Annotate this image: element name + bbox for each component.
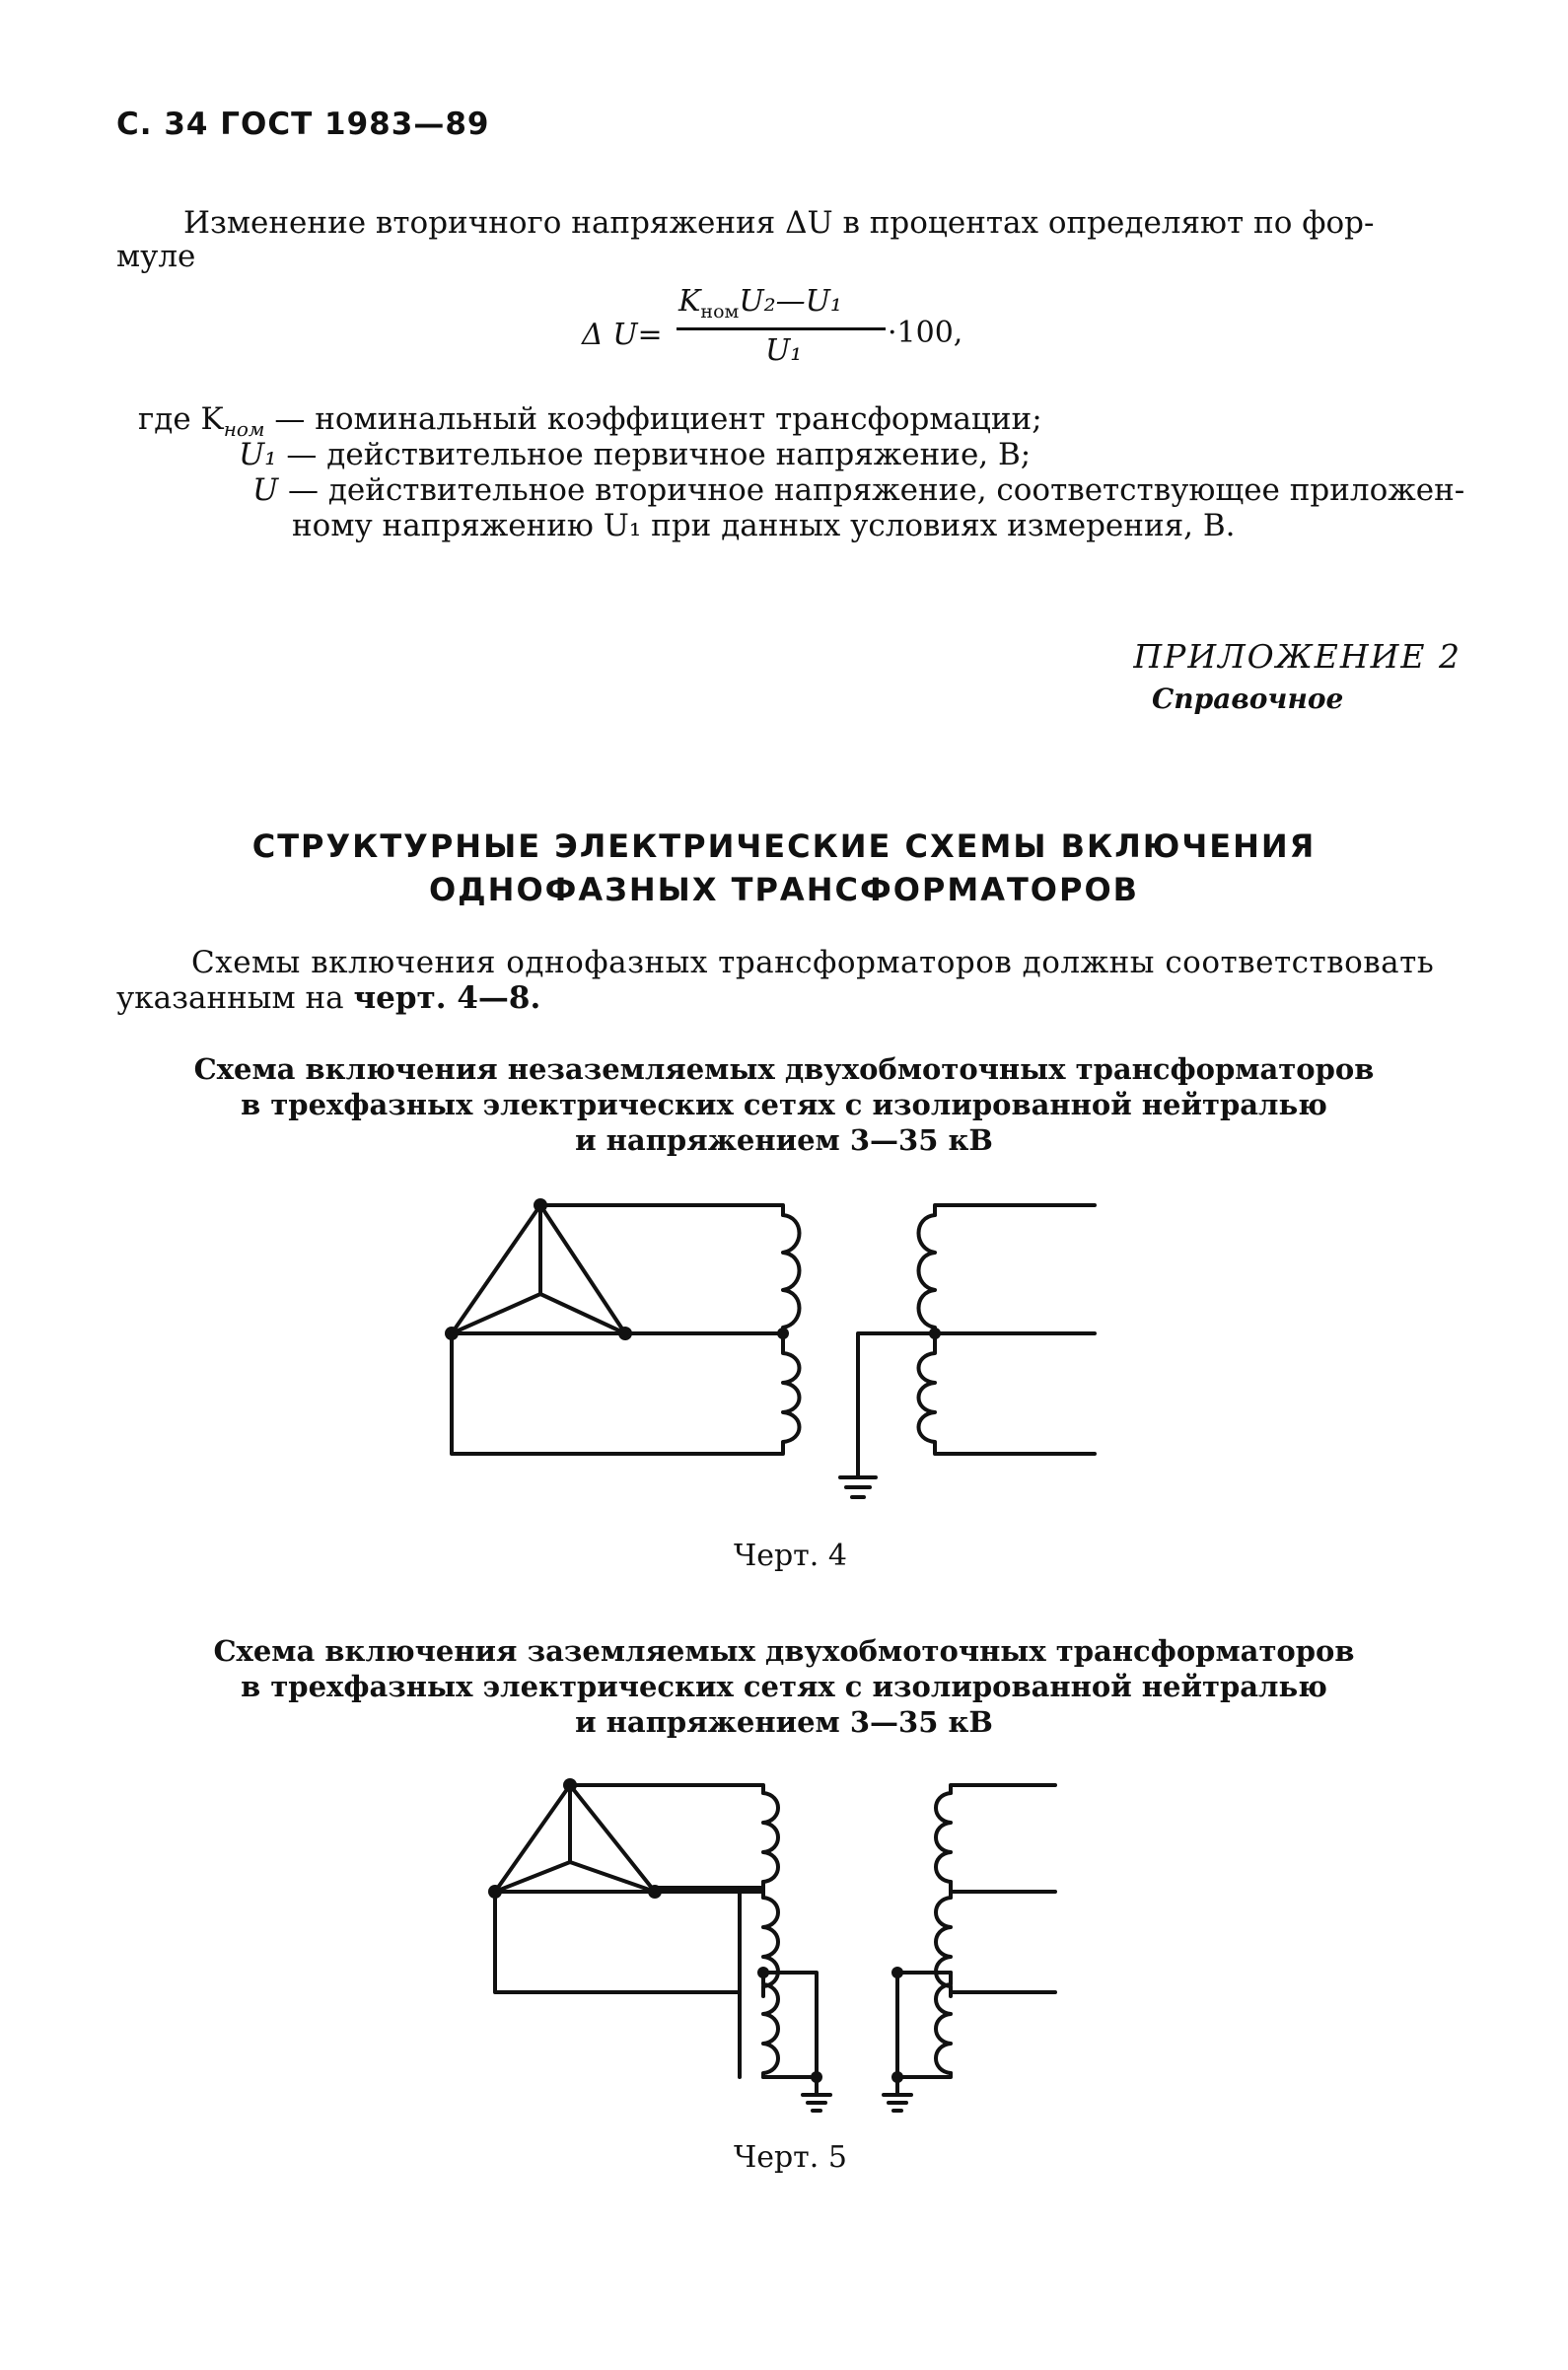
formula-denominator: U₁ <box>765 333 803 368</box>
legend-item-3-text: — действительное вторичное напряжение, соответствующее приложен- <box>278 472 1465 508</box>
intro-line-1: Изменение вторичного напряжения ΔU в процентах определяют по фор- <box>183 205 1375 241</box>
fig5-diagram <box>0 1756 1568 2130</box>
fig5-wire-top <box>570 1785 763 1793</box>
fig5-primary-coil-2 <box>763 1898 778 1996</box>
legend-item-2-sym: U₁ <box>239 437 277 472</box>
fig4-caption-1: Схема включения незаземляемых двухобмоточных трансформаторов <box>193 1052 1375 1086</box>
fig4-sec-wire-top <box>935 1205 1095 1215</box>
fig4-caption-2: в трехфазных электрических сетях с изолированной нейтралью <box>241 1088 1327 1121</box>
page-header: С. 34 ГОСТ 1983—89 <box>116 107 490 142</box>
section-text-ref: черт. 4—8. <box>353 980 541 1016</box>
legend-item-3-cont: ному напряжению U₁ при данных условиях измерения, В. <box>292 508 1236 543</box>
legend-item-1-sub: ном <box>223 417 265 442</box>
fig4-star-legs <box>452 1294 625 1333</box>
fig5-secondary-coil-1 <box>936 1793 951 1882</box>
appendix-title: ПРИЛОЖЕНИЕ 2 <box>1133 637 1461 676</box>
fig5-star-legs <box>495 1862 655 1892</box>
fig4-label: Черт. 4 <box>734 1539 847 1573</box>
fig5-sec-wire-1 <box>951 1882 1055 1892</box>
fraction-bar <box>677 327 886 330</box>
fig5-caption-1: Схема включения заземляемых двухобмоточных трансформаторов <box>213 1634 1355 1668</box>
fig5-caption-2: в трехфазных электрических сетях с изолированной нейтралью <box>241 1670 1327 1703</box>
fig5-wire-b <box>655 1888 740 2077</box>
legend-item-1-sym: где K <box>138 401 224 437</box>
fig4-sec-wire-bottom <box>935 1444 1095 1454</box>
fig4-primary-coil-2 <box>783 1333 800 1444</box>
legend-item-1-text: — номинальный коэффициент трансформации; <box>264 401 1042 437</box>
section-text-line-2a: указанным на <box>116 980 354 1016</box>
fig5-sec-wire-bottom <box>897 2073 951 2077</box>
section-text-line-1: Схемы включения однофазных трансформаторов должны соответствовать <box>191 945 1435 980</box>
appendix-subtitle: Справочное <box>1152 682 1344 715</box>
fig4-primary-coil-1 <box>783 1215 800 1333</box>
fig4-caption-3: и напряжением 3—35 кВ <box>575 1123 993 1157</box>
fig5-caption-3: и напряжением 3—35 кВ <box>575 1705 993 1739</box>
formula-k-sub: ном <box>700 301 740 323</box>
legend-item-3 <box>252 471 1464 509</box>
fig5-node-secondary-mid <box>891 1967 903 1978</box>
fig4-wire-loop <box>452 1333 783 1454</box>
legend-item-3-sym: U <box>252 472 279 508</box>
fig4-wire-top <box>540 1205 783 1215</box>
legend-item-2-text: — действительное первичное напряжение, В; <box>276 437 1032 472</box>
fig5-label: Черт. 5 <box>734 2140 847 2175</box>
section-title-line-2: ОДНОФАЗНЫХ ТРАНСФОРМАТОРОВ <box>428 871 1140 908</box>
fig5-delta-triangle <box>495 1785 655 1892</box>
fig4-secondary-coil-2 <box>919 1333 936 1444</box>
fig4-sec-wire-mid <box>858 1333 1095 1477</box>
intro-line-2: муле <box>116 239 196 274</box>
formula-factor: ·100, <box>888 316 963 350</box>
fig5-primary-coil-3 <box>763 1973 778 2077</box>
formula-k: K <box>678 284 701 319</box>
formula <box>582 284 996 393</box>
section-text-line-2 <box>116 978 540 1018</box>
fig5-primary-coil-1 <box>763 1793 778 1882</box>
fig4-secondary-coil-1 <box>919 1215 936 1333</box>
fig5-secondary-coil-2 <box>936 1898 951 1996</box>
legend-item-2 <box>239 436 1031 473</box>
fig4-diagram <box>0 1164 1568 1519</box>
formula-lhs: Δ U= <box>582 318 663 352</box>
section-title-line-1: СТРУКТУРНЫЕ ЭЛЕКТРИЧЕСКИЕ СХЕМЫ ВКЛЮЧЕНИЯ <box>251 827 1317 865</box>
formula-numerator <box>678 284 842 323</box>
formula-numerator-rest: U₂—U₁ <box>739 284 842 319</box>
fig5-wire-c <box>495 1892 740 1992</box>
fig5-sec-wire-top <box>951 1785 1055 1793</box>
